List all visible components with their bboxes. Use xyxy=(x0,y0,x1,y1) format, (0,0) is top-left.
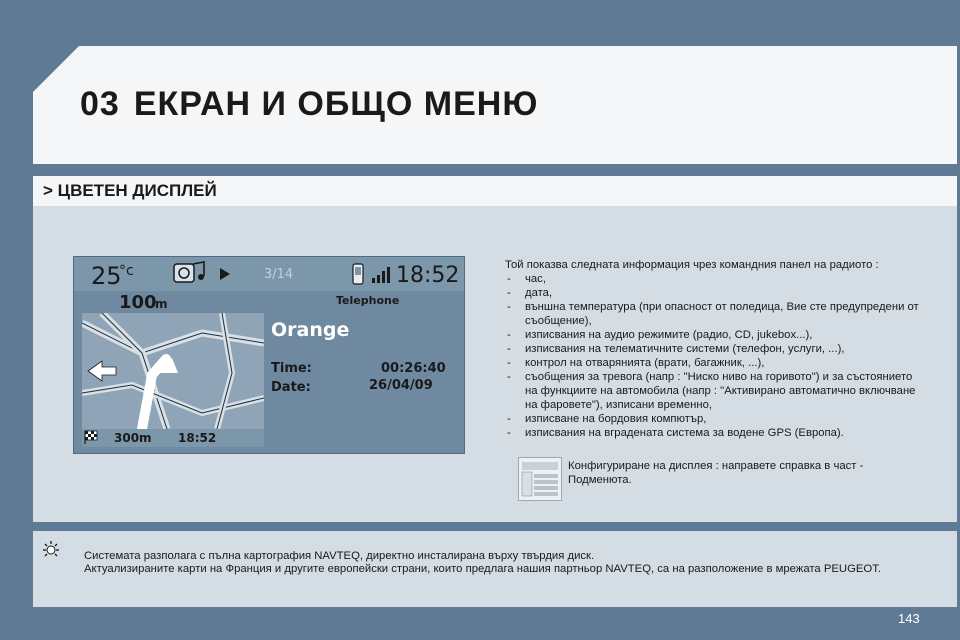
clock: 18:52 xyxy=(396,263,460,288)
route-status-bar xyxy=(82,429,264,447)
page-number: 143 xyxy=(898,611,920,626)
remaining-distance: 300m xyxy=(114,431,152,445)
list-item: - контрол на отварянията (врати, багажник, ...), xyxy=(505,356,925,370)
finish-flag-icon xyxy=(84,430,98,444)
info-list xyxy=(505,272,925,440)
menu-screen-icon xyxy=(519,458,561,500)
phone-icon xyxy=(352,263,364,285)
chapter-title: ЕКРАН И ОБЩО МЕНЮ xyxy=(133,85,539,123)
note-line-2: Актуализираните карти на Франция и другите европейски страни, които предлага нашия партньор NAVTEQ, са на разположение в мрежата PEUGEOT. xyxy=(84,563,881,575)
call-date-value: 26/04/09 xyxy=(369,378,433,393)
list-item: - изписвания на аудио режимите (радио, CD, jukebox...), xyxy=(505,328,925,342)
config-reference-text: Конфигуриране на дисплея : направете справка в част - Подменюта. xyxy=(568,460,864,486)
color-display-screen xyxy=(73,256,465,454)
temperature-unit: °c xyxy=(119,263,134,279)
play-icon xyxy=(220,268,230,280)
caller-name: Orange xyxy=(271,319,350,341)
list-item: - съобщения за тревога (напр : "Ниско ниво на горивото") и за състоянието на функциите на автомобила (напр : "Активирано автоматично включване на фаровете"), изписани временно, xyxy=(505,370,925,412)
audio-source-icon xyxy=(171,260,207,288)
call-time-value: 00:26:40 xyxy=(381,361,446,376)
temperature-value: 25 xyxy=(91,262,122,290)
arrival-time: 18:52 xyxy=(178,431,217,445)
display-config-thumbnail xyxy=(518,457,562,501)
next-maneuver-distance: 100 xyxy=(119,292,157,313)
lightbulb-icon xyxy=(41,540,61,560)
signal-strength-icon xyxy=(372,267,390,283)
chapter-number: 03 xyxy=(80,85,120,123)
source-label: Telephone xyxy=(336,294,400,307)
display-info-text xyxy=(505,258,925,440)
navigation-map xyxy=(82,313,264,429)
track-counter: 3/14 xyxy=(264,267,294,282)
next-maneuver-unit: m xyxy=(155,297,168,311)
list-item: - час, xyxy=(505,272,925,286)
note-line-1: Системата разполага с пълна картография NAVTEQ, директно инсталирана върху твърдия диск. xyxy=(84,550,595,562)
call-time-label: Time: xyxy=(271,361,312,376)
call-date-label: Date: xyxy=(271,380,311,395)
list-item: - изписване на бордовия компютър, xyxy=(505,412,925,426)
list-item: - изписвания на вградената система за водене GPS (Европа). xyxy=(505,426,925,440)
list-item: - дата, xyxy=(505,286,925,300)
note-text xyxy=(84,550,944,576)
section-title: > ЦВЕТЕН ДИСПЛЕЙ xyxy=(43,181,217,200)
chapter-heading xyxy=(80,85,538,124)
list-item: - външна температура (при опасност от поледица, Вие сте предупредени от съобщение), xyxy=(505,300,925,328)
info-intro: Той показва следната информация чрез командния панел на радиото : xyxy=(505,259,879,271)
list-item: - изписвания на телематичните системи (телефон, услуги, ...), xyxy=(505,342,925,356)
